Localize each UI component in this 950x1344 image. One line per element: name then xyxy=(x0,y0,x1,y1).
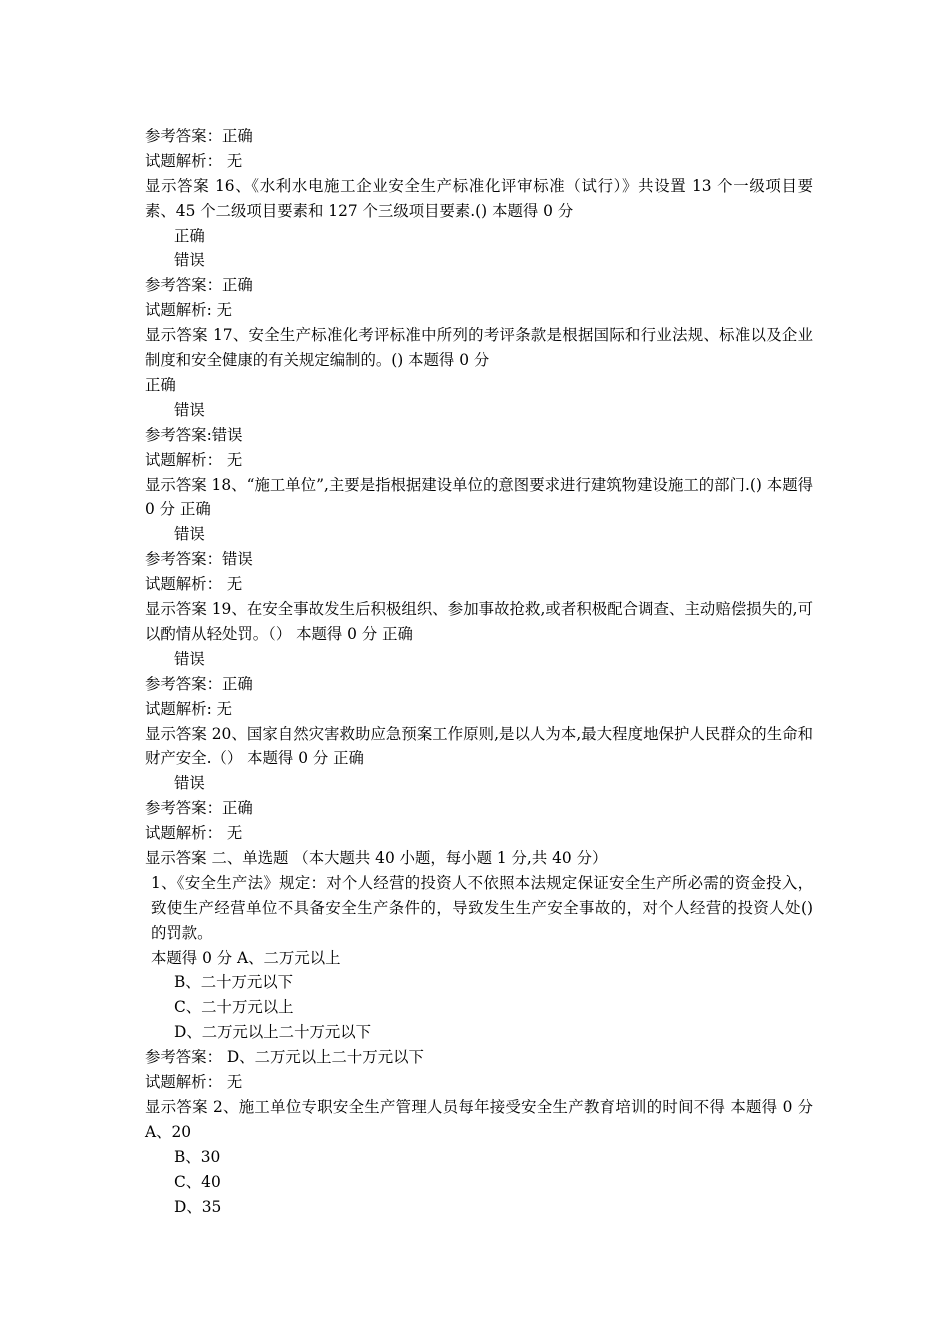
text-line: 参考答案：正确 xyxy=(145,674,253,693)
text-line: 显示答案 二、单选题 （本大题共 40 小题，每小题 1 分,共 40 分） xyxy=(145,848,608,867)
text-line: 显示答案 16、《水利水电施工企业安全生产标准化评审标准（试行）》共设置 13 个一级项目要素、45 个二级项目要素和 127 个三级项目要素.() 本题得 0 分 xyxy=(145,176,813,220)
exam-answer-page xyxy=(145,124,813,1219)
text-line: 显示答案 19、在安全事故发生后积极组织、参加事故抢救,或者积极配合调查、主动赔偿损失的,可以酌情从轻处罚。（） 本题得 0 分 正确 xyxy=(145,600,813,643)
text-line: 错误 xyxy=(174,774,205,793)
text-line: 显示答案 20、国家自然灾害救助应急预案工作原则,是以人为本,最大程度地保护人民群众的生命和财产安全.（） 本题得 0 分 正确 xyxy=(145,724,813,768)
text-line: 参考答案：正确 xyxy=(145,276,253,295)
text-line: 试题解析： 无 xyxy=(145,575,243,594)
text-line: 试题解析： 无 xyxy=(145,450,243,469)
text-line: 显示答案 18、“施工单位”,主要是指根据建设单位的意图要求进行建筑物建设施工的部门.() 本题得 0 分 正确 xyxy=(145,475,813,519)
text-line: 试题解析： 无 xyxy=(145,1073,243,1092)
text-line: 参考答案： D、二万元以上二十万元以下 xyxy=(145,1048,424,1067)
text-line: D、二万元以上二十万元以下 xyxy=(174,1023,372,1042)
text-line: 错误 xyxy=(174,525,205,544)
text-line: B、二十万元以下 xyxy=(174,973,294,992)
text-line: 试题解析: 无 xyxy=(145,301,233,320)
text-line: 试题解析： 无 xyxy=(145,151,243,170)
text-line: 本题得 0 分 A、二万元以上 xyxy=(151,948,341,967)
text-line: D、35 xyxy=(174,1197,222,1216)
text-line: 正确 xyxy=(145,375,176,394)
text-line: C、40 xyxy=(174,1172,221,1191)
text-line: 参考答案：正确 xyxy=(145,799,253,818)
text-line: 参考答案:错误 xyxy=(145,425,243,444)
text-line: C、二十万元以上 xyxy=(174,998,294,1017)
text-line: 显示答案 2、施工单位专职安全生产管理人员每年接受安全生产教育培训的时间不得 本题得 0 分 A、20 xyxy=(145,1097,813,1141)
text-line: 试题解析： 无 xyxy=(145,824,243,843)
text-line: 试题解析: 无 xyxy=(145,699,233,718)
text-line: 错误 xyxy=(174,251,205,270)
text-line: 错误 xyxy=(174,400,205,419)
text-line: 错误 xyxy=(174,649,205,668)
text-line: B、30 xyxy=(174,1147,221,1166)
text-line: 参考答案：正确 xyxy=(145,127,253,145)
text-line: 显示答案 17、安全生产标准化考评标准中所列的考评条款是根据国际和行业法规、标准以及企业制度和安全健康的有关规定编制的。() 本题得 0 分 xyxy=(145,326,813,370)
text-line: 正确 xyxy=(174,226,205,245)
text-line: 参考答案：错误 xyxy=(145,550,253,569)
text-line: 1、《安全生产法》规定：对个人经营的投资人不依照本法规定保证安全生产所必需的资金投入，致使生产经营单位不具备安全生产条件的，导致发生生产安全事故的，对个人经营的投资人处() 的罚款。 xyxy=(151,873,813,942)
